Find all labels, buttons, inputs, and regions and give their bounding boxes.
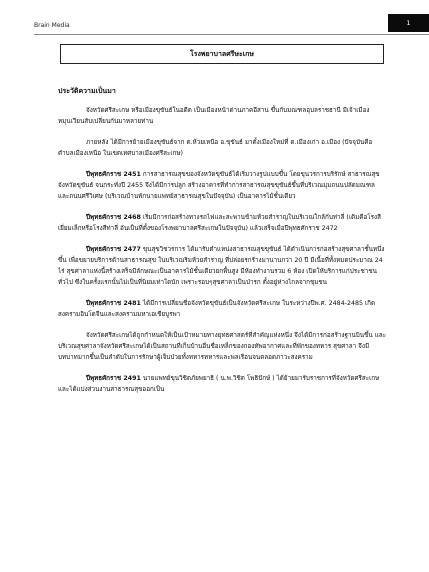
section-heading: ประวัติความเป็นมา — [58, 87, 116, 95]
paragraph-text: เริ่มมีการก่อสร้างทางรถไฟและสะพานข้ามห้วยสำราญในบริเวณใกล้กับท่าลี่ (เดิมคือโรงสีเยี่ยมเล็กหรือโรงสีท่าลี่ อันเป็นที่ตั้งของโรงพยาบาลศรีสะเกษในปัจจุบัน) แล้วเสร็จเมื่อปีพุทธศักราช 2472 — [58, 214, 381, 232]
paragraph — [58, 169, 386, 202]
paragraph — [58, 244, 386, 288]
paragraph — [58, 137, 386, 159]
page-number-badge: 1 — [388, 14, 429, 32]
document-body — [58, 86, 386, 405]
paragraph-text: การสาธารณสุขของจังหวัดขุขันธ์ได้เริ่มวางรูปแบบขึ้น โดยขุนวรการบริรักษ์ สาธารณสุขจังหวัดขุขันธ์ จนกระทั่งปี 2455 จึงได้มีการปลูก สร้างอาคารที่ทำการสาธารณสุขขุขันธ์ขึ้นที่บริเวณมุมถนนปลัดมณฑล และถนนศรีวิเศษ (บริเวณบ้านพักนายแพทย์สาธารณสุขในปัจจุบัน) เป็นอาคารไม้ชั้นเดียว — [58, 171, 380, 200]
header-divider — [34, 34, 429, 35]
paragraph-lead: ปีพุทธศักราช 2491 — [86, 375, 141, 382]
paragraph-text: จังหวัดศรีสะเกษ หรือเมืองขุขันธ์ในอดีต เป็นเมืองหน้าด่านภาคอีสาน ขึ้นกับมณฑลอุบลราชธานี มีเจ้าเมืองหมุนเวียนสับเปลี่ยนกันมาหลายท่าน — [58, 107, 370, 125]
paragraph — [58, 105, 386, 127]
header-source: Brain Media — [34, 22, 70, 29]
paragraph — [58, 298, 386, 320]
paragraph — [58, 212, 386, 234]
paragraph-text: นายแพทย์ขุนวิชิตภัยพยาธิ ( น.พ.วิชิต โพธิปักษ์ ) ได้ย้ายมารับราชการที่จังหวัดศรีสะเกษ และได้แบ่งส่วนงานสาธารณสุขออกเป็น — [58, 375, 380, 393]
paragraph-lead: ปีพุทธศักราช 2477 — [86, 246, 141, 253]
paragraph-lead: ปีพุทธศักราช 2481 — [86, 300, 141, 307]
paragraph — [58, 330, 386, 363]
paragraph — [58, 373, 386, 395]
paragraph-text: ภายหลัง ได้มีการย้ายเมืองขุขันธ์จาก ต.ห้วยเหนือ อ.ขุขันธ์ มาตั้งเมืองใหม่ที่ ต.เมืองเก่า อ.เมือง (ปัจจุบันคือตำบลเมืองเหนือ ในเขตเทศบาลเมืองศรีสะเกษ) — [58, 139, 373, 157]
paragraph-text: จังหวัดศรีสะเกษได้ถูกกำหนดให้เป็นเป้าหมายทางยุทธศาสตร์ที่สำคัญแห่งหนึ่ง จึงได้มีการก่อสร้างฐานบินขึ้น และบริเวณสุขศาลาจังหวัดศรีสะเกษได้เป็นสถานที่เก็บบ้านอื่นชื่อเหล็กของกองทัพอากาศและที่พักของทหาร สุขศาลา จึงมีบทบาทมากขึ้นเป็นลำดับในการรักษาผู้เจ็บป่วยทั้งทหารทหารและพลเรือนจนตลอดภาวะสงคราม — [58, 332, 386, 361]
paragraph-text: ขุนสุขวิชวรการ ได้มารับตำแหน่งสาธารณสุขขุขันธ์ ได้ดำเนินการก่อสร้างสุขศาลาชั้นหนึ่งขึ้น เพื่อขยายบริการด้านสาธารณสุข ในบริเวณริมห้วยสำราญ ที่ปล่อยรกร้างมานานกว่า 20 ปี มีเนื้อที่ทั้งหมดประมาณ 24 ไร่ สุขศาลาแห่งนี้สร้างเสร็จมีลักษณะเป็นอาคารไม้ชั้นเดียวยกพื้นสูง มีห้องทำงานรวม 6 ห้อง เปิดให้บริการแก่ประชาชนทั่วไป ซึ่งในครั้งแรกนั้นไม่เป็นที่นิยมเท่าใดนัก เพราะรอบๆสุขศาลาเป็นป่ารก ตั้งอยู่ห่างไกลจากชุมชน — [58, 246, 385, 286]
paragraph-lead: ปีพุทธศักราช 2451 — [86, 171, 141, 178]
document-title: โรงพยาบาลศรีษะเกษ — [60, 44, 384, 64]
paragraph-lead: ปีพุทธศักราช 2468 — [86, 214, 141, 221]
paragraph-text: ได้มีการเปลี่ยนชื่อจังหวัดขุขันธ์เป็นจังหวัดศรีสะเกษ ในระหว่างปีพ.ศ. 2484-2485 เกิดสงครามอินโดจีนและสงครามมหาเอเชียบูรพา — [58, 300, 376, 318]
